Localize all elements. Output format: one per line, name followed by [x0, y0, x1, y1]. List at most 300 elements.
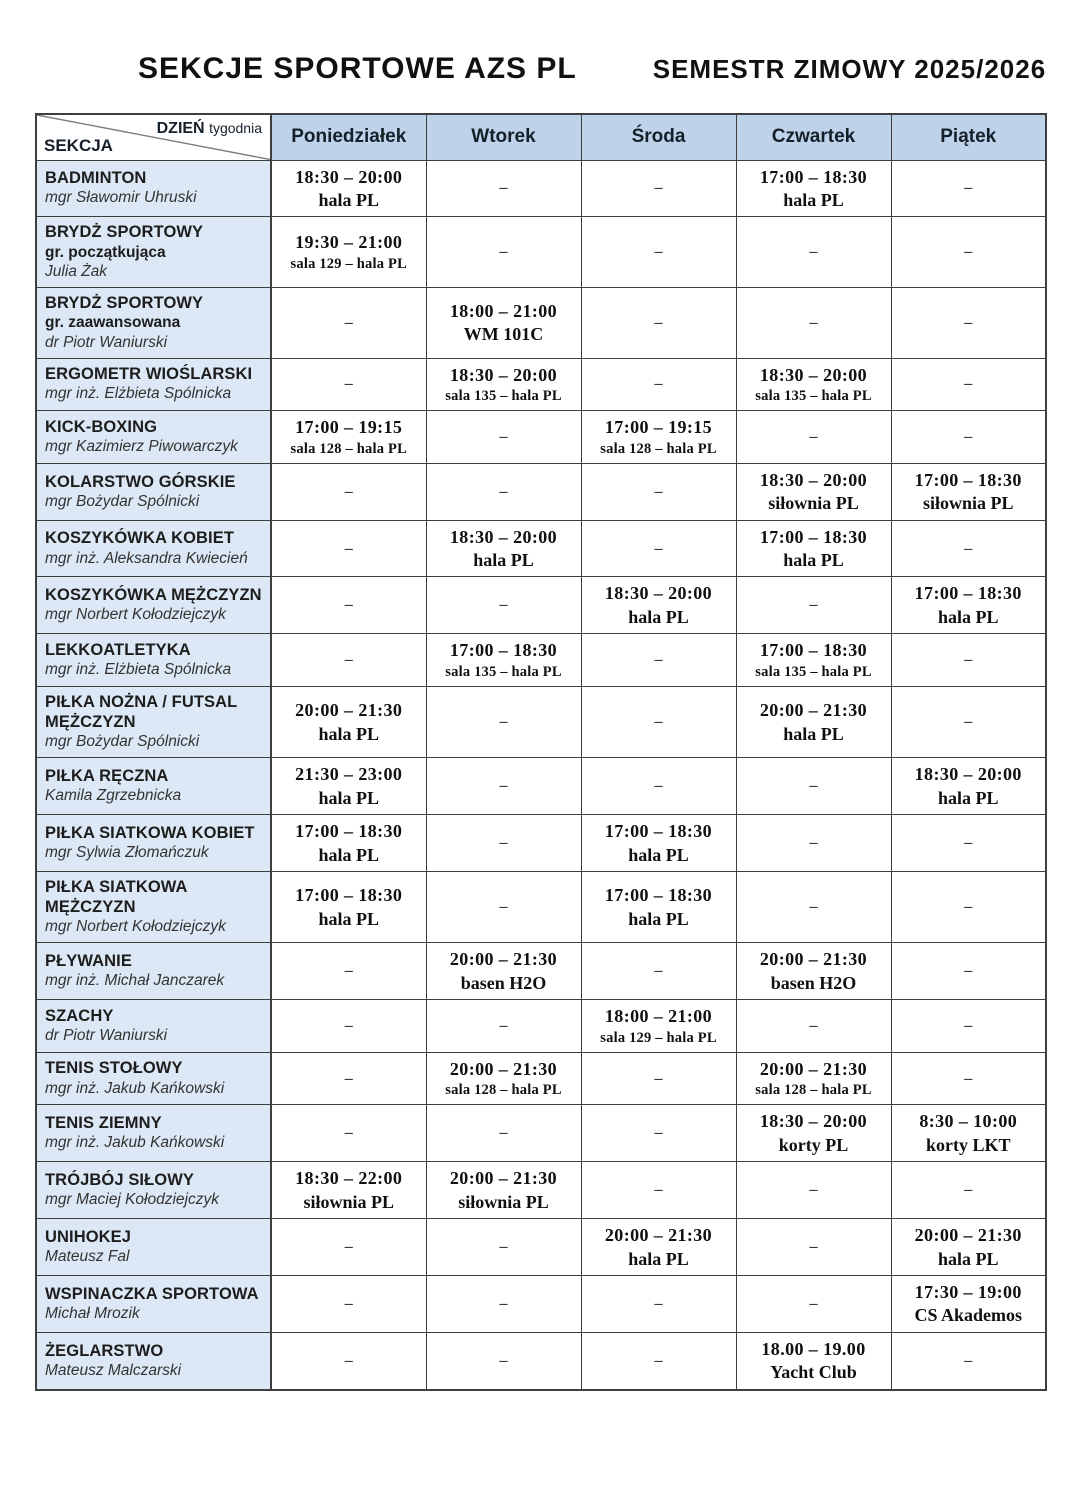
table-row [36, 758, 1046, 815]
table-row [36, 160, 1046, 217]
cell-time: 17:00 – 18:30 [914, 583, 1022, 604]
empty-cell [891, 358, 1046, 411]
table-row [36, 1332, 1046, 1389]
cell-place: hala PL [473, 549, 534, 570]
empty-cell [426, 1219, 581, 1276]
empty-cell [891, 1000, 1046, 1053]
section-cell-kolarstwo-gorskie [36, 463, 271, 520]
empty-marker: – [344, 375, 353, 393]
section-cell-ergometr-wioslarski [36, 358, 271, 411]
empty-marker: – [964, 834, 973, 852]
empty-marker: – [499, 834, 508, 852]
empty-marker: – [499, 1351, 508, 1369]
cell-time: 18:30 – 20:00 [914, 764, 1022, 785]
empty-cell [426, 686, 581, 757]
empty-marker: – [809, 427, 818, 445]
schedule-cell [736, 463, 891, 520]
page-title: SEKCJE SPORTOWE AZS PL [138, 52, 577, 85]
schedule-cell [426, 520, 581, 577]
empty-cell [581, 358, 736, 411]
section-cell-brydz-sportowy [36, 288, 271, 359]
day-header-poniedzialek: Poniedziałek [271, 114, 426, 160]
empty-marker: – [654, 1351, 663, 1369]
cell-time: 19:30 – 21:00 [295, 232, 403, 253]
cell-time: 18:30 – 20:00 [449, 526, 558, 547]
cell-place: hala PL [318, 189, 379, 210]
section-instructor: mgr inż. Michał Janczarek [45, 972, 225, 990]
empty-cell [426, 758, 581, 815]
empty-cell [426, 1000, 581, 1053]
section-instructor: mgr inż. Jakub Kańkowski [45, 1079, 225, 1097]
empty-cell [581, 1332, 736, 1389]
schedule-cell [271, 872, 426, 943]
table-row [36, 1000, 1046, 1053]
cell-time: 20:00 – 21:30 [449, 1058, 558, 1079]
empty-marker: – [964, 313, 973, 331]
empty-marker: – [499, 1238, 508, 1256]
cell-place: hala PL [318, 908, 379, 929]
section-instructor: mgr inż. Jakub Kańkowski [45, 1134, 225, 1152]
table-row [36, 288, 1046, 359]
section-name: KOSZYKÓWKA MĘŻCZYZN [45, 586, 262, 605]
section-instructor: Kamila Zgrzebnicka [45, 787, 182, 805]
section-name: PIŁKA SIATKOWA MĘŻCZYZN [45, 878, 187, 917]
empty-marker: – [344, 539, 353, 557]
cell-time: 18.00 – 19.00 [761, 1338, 866, 1359]
schedule-cell [426, 1162, 581, 1219]
schedule-cell [736, 634, 891, 687]
section-instructor: mgr Bożydar Spólnicki [45, 492, 200, 510]
cell-place: basen H2O [460, 972, 547, 993]
table-row [36, 943, 1046, 1000]
empty-marker: – [499, 179, 508, 197]
empty-marker: – [654, 539, 663, 557]
corner-cell [36, 114, 271, 160]
empty-marker: – [499, 898, 508, 916]
empty-cell [426, 872, 581, 943]
empty-cell [891, 217, 1046, 288]
cell-place: hala PL [318, 723, 379, 744]
cell-place: korty PL [778, 1134, 849, 1155]
empty-cell [891, 872, 1046, 943]
empty-cell [891, 160, 1046, 217]
cell-time: 17:00 – 18:30 [449, 640, 558, 661]
empty-marker: – [809, 898, 818, 916]
empty-marker: – [809, 313, 818, 331]
section-instructor: dr Piotr Waniurski [45, 1027, 168, 1045]
empty-marker: – [654, 179, 663, 197]
section-name: BRYDŻ SPORTOWY [45, 294, 204, 313]
empty-cell [581, 758, 736, 815]
cell-time: 18:00 – 21:00 [449, 300, 558, 321]
section-instructor: mgr inż. Aleksandra Kwiecień [45, 549, 248, 567]
empty-marker: – [344, 651, 353, 669]
day-header-wtorek: Wtorek [426, 114, 581, 160]
cell-place: sala 135 – hala PL [755, 388, 872, 405]
empty-marker: – [344, 596, 353, 614]
empty-cell [581, 520, 736, 577]
schedule-cell [581, 1000, 736, 1053]
empty-marker: – [964, 651, 973, 669]
cell-place: hala PL [628, 606, 689, 627]
schedule-cell [271, 160, 426, 217]
empty-cell [891, 411, 1046, 464]
empty-marker: – [809, 1017, 818, 1035]
schedule-cell [426, 1052, 581, 1105]
section-cell-trojboj-si-owy [36, 1162, 271, 1219]
cell-time: 18:30 – 20:00 [449, 364, 558, 385]
schedule-cell [736, 686, 891, 757]
section-name: TRÓJBÓJ SIŁOWY [45, 1171, 194, 1190]
cell-place: siłownia PL [922, 493, 1014, 514]
section-name: PIŁKA RĘCZNA [45, 767, 169, 786]
cell-place: hala PL [783, 723, 844, 744]
empty-marker: – [809, 596, 818, 614]
table-row [36, 463, 1046, 520]
empty-cell [581, 288, 736, 359]
cell-time: 8:30 – 10:00 [919, 1111, 1018, 1132]
empty-cell [271, 1105, 426, 1162]
empty-marker: – [344, 1294, 353, 1312]
table-row [36, 358, 1046, 411]
section-instructor: mgr Kazimierz Piwowarczyk [45, 437, 238, 455]
cell-place: hala PL [783, 189, 844, 210]
cell-time: 20:00 – 21:30 [914, 1225, 1022, 1246]
section-cell-p-ywanie [36, 943, 271, 1000]
day-header-czwartek: Czwartek [736, 114, 891, 160]
empty-cell [271, 520, 426, 577]
empty-cell [271, 288, 426, 359]
empty-marker: – [964, 1351, 973, 1369]
cell-time: 20:00 – 21:30 [759, 700, 868, 721]
empty-cell [426, 463, 581, 520]
empty-cell [426, 1276, 581, 1333]
schedule-table [35, 113, 1047, 1391]
section-name: LEKKOATLETYKA [45, 641, 191, 659]
section-instructor: mgr Norbert Kołodziejczyk [45, 918, 226, 936]
cell-place: CS Akademos [914, 1305, 1023, 1326]
cell-time: 17:30 – 19:00 [914, 1282, 1022, 1303]
section-name: BRYDŻ SPORTOWY [45, 223, 204, 242]
table-row [36, 520, 1046, 577]
table-row [36, 1105, 1046, 1162]
section-instructor: mgr Norbert Kołodziejczyk [45, 606, 226, 624]
empty-cell [581, 160, 736, 217]
section-instructor: mgr Sławomir Uhruski [45, 189, 197, 207]
cell-place: hala PL [628, 908, 689, 929]
schedule-cell [271, 686, 426, 757]
empty-cell [271, 943, 426, 1000]
empty-cell [271, 1000, 426, 1053]
section-group: gr. początkująca [45, 243, 166, 261]
empty-cell [736, 577, 891, 634]
section-name: TENIS ZIEMNY [45, 1114, 162, 1133]
schedule-cell [736, 1332, 891, 1389]
empty-cell [271, 1052, 426, 1105]
cell-time: 17:00 – 18:30 [604, 821, 713, 842]
empty-cell [271, 634, 426, 687]
empty-marker: – [964, 243, 973, 261]
schedule-cell [271, 815, 426, 872]
cell-place: sala 129 – hala PL [600, 1029, 717, 1046]
empty-marker: – [964, 179, 973, 197]
empty-cell [581, 217, 736, 288]
cell-time: 18:30 – 20:00 [604, 583, 713, 604]
empty-marker: – [809, 1294, 818, 1312]
empty-marker: – [654, 1181, 663, 1199]
header-row [36, 114, 1046, 160]
cell-place: sala 135 – hala PL [755, 663, 872, 680]
section-name: KICK-BOXING [45, 417, 158, 436]
empty-cell [426, 577, 581, 634]
cell-time: 20:00 – 21:30 [449, 949, 558, 970]
cell-place: sala 135 – hala PL [445, 663, 562, 680]
empty-cell [581, 1105, 736, 1162]
section-cell-zeglarstwo [36, 1332, 271, 1389]
cell-time: 17:00 – 18:30 [604, 885, 713, 906]
empty-marker: – [964, 375, 973, 393]
section-cell-pi-ka-reczna [36, 758, 271, 815]
empty-marker: – [499, 1294, 508, 1312]
schedule-cell [736, 1105, 891, 1162]
empty-cell [891, 520, 1046, 577]
section-instructor: mgr Maciej Kołodziejczyk [45, 1191, 219, 1209]
empty-cell [891, 1332, 1046, 1389]
empty-marker: – [964, 713, 973, 731]
cell-place: sala 135 – hala PL [445, 388, 562, 405]
cell-place: Yacht Club [770, 1362, 857, 1383]
corner-section-label: SEKCJA [44, 135, 113, 155]
empty-cell [271, 358, 426, 411]
section-name: PŁYWANIE [45, 952, 132, 971]
empty-marker: – [964, 427, 973, 445]
schedule-cell [891, 1276, 1046, 1333]
cell-time: 20:00 – 21:30 [295, 700, 403, 721]
schedule-cell [271, 217, 426, 288]
cell-time: 17:00 – 18:30 [914, 469, 1022, 490]
empty-cell [736, 1000, 891, 1053]
cell-time: 18:00 – 21:00 [604, 1006, 713, 1027]
cell-place: sala 128 – hala PL [290, 440, 407, 457]
empty-cell [891, 943, 1046, 1000]
cell-place: sala 128 – hala PL [600, 440, 717, 457]
empty-cell [891, 288, 1046, 359]
empty-cell [581, 463, 736, 520]
table-row [36, 815, 1046, 872]
section-instructor: Mateusz Fal [45, 1248, 130, 1266]
empty-cell [581, 1052, 736, 1105]
empty-marker: – [499, 1124, 508, 1142]
empty-marker: – [344, 1238, 353, 1256]
section-cell-koszykowka-kobiet [36, 520, 271, 577]
semester-title: SEMESTR ZIMOWY 2025/2026 [652, 54, 1047, 84]
empty-marker: – [809, 834, 818, 852]
schedule-cell [736, 520, 891, 577]
cell-time: 17:00 – 18:30 [295, 821, 403, 842]
cell-time: 18:30 – 20:00 [759, 469, 868, 490]
section-name: PIŁKA SIATKOWA KOBIET [45, 823, 255, 842]
schedule-cell [736, 358, 891, 411]
empty-cell [736, 758, 891, 815]
cell-place: sala 128 – hala PL [445, 1082, 562, 1099]
empty-cell [271, 463, 426, 520]
empty-marker: – [344, 1069, 353, 1087]
empty-cell [581, 1276, 736, 1333]
empty-marker: – [964, 898, 973, 916]
table-row [36, 872, 1046, 943]
schedule-cell [426, 634, 581, 687]
cell-time: 20:00 – 21:30 [759, 1058, 868, 1079]
empty-marker: – [964, 962, 973, 980]
cell-time: 21:30 – 23:00 [295, 764, 403, 785]
schedule-cell [581, 815, 736, 872]
empty-marker: – [964, 539, 973, 557]
section-name: WSPINACZKA SPORTOWA [45, 1284, 259, 1303]
empty-marker: – [499, 596, 508, 614]
section-instructor: mgr inż. Elżbieta Spólnicka [45, 385, 232, 403]
schedule-cell [891, 577, 1046, 634]
section-instructor: Julia Żak [45, 262, 108, 280]
empty-marker: – [499, 1017, 508, 1035]
cell-place: hala PL [937, 787, 999, 808]
cell-time: 18:30 – 22:00 [295, 1168, 403, 1189]
empty-cell [581, 943, 736, 1000]
section-name: SZACHY [45, 1006, 114, 1025]
schedule-cell [891, 463, 1046, 520]
section-cell-wspinaczka-sportowa [36, 1276, 271, 1333]
cell-place: siłownia PL [458, 1191, 549, 1212]
cell-time: 17:00 – 18:30 [759, 166, 868, 187]
cell-place: hala PL [318, 787, 379, 808]
empty-marker: – [499, 713, 508, 731]
section-name: TENIS STOŁOWY [45, 1059, 183, 1078]
cell-time: 17:00 – 18:30 [759, 526, 868, 547]
empty-marker: – [344, 1351, 353, 1369]
section-name: KOSZYKÓWKA KOBIET [45, 529, 235, 548]
empty-marker: – [654, 777, 663, 795]
empty-cell [891, 634, 1046, 687]
empty-marker: – [809, 1181, 818, 1199]
empty-marker: – [654, 713, 663, 731]
empty-marker: – [344, 1124, 353, 1142]
empty-cell [581, 1162, 736, 1219]
table-row [36, 634, 1046, 687]
empty-marker: – [499, 482, 508, 500]
cell-time: 20:00 – 21:30 [604, 1225, 713, 1246]
cell-time: 17:00 – 19:15 [604, 417, 713, 438]
section-instructor: Michał Mrozik [45, 1304, 140, 1322]
empty-cell [736, 288, 891, 359]
section-cell-unihokej [36, 1219, 271, 1276]
cell-time: 20:00 – 21:30 [449, 1168, 558, 1189]
cell-place: WM 101C [463, 324, 544, 345]
schedule-cell [271, 1162, 426, 1219]
empty-cell [891, 1162, 1046, 1219]
cell-place: sala 128 – hala PL [755, 1082, 872, 1099]
section-name: PIŁKA NOŻNA / FUTSAL MĘŻCZYZN [45, 692, 238, 732]
section-cell-pi-ka-siatkowa-mezczyzn [36, 872, 271, 943]
cell-place: siłownia PL [303, 1191, 395, 1212]
empty-cell [581, 634, 736, 687]
empty-cell [271, 1332, 426, 1389]
empty-marker: – [654, 243, 663, 261]
empty-cell [271, 577, 426, 634]
empty-marker: – [654, 651, 663, 669]
table-row [36, 217, 1046, 288]
cell-place: hala PL [783, 549, 844, 570]
schedule-cell [271, 758, 426, 815]
cell-place: siłownia PL [768, 493, 859, 514]
section-cell-tenis-sto-owy [36, 1052, 271, 1105]
empty-cell [736, 815, 891, 872]
section-instructor: mgr Sylwia Złomańczuk [45, 844, 209, 862]
table-row [36, 1052, 1046, 1105]
cell-time: 17:00 – 19:15 [295, 417, 403, 438]
section-cell-kick-boxing [36, 411, 271, 464]
schedule-cell [736, 160, 891, 217]
empty-marker: – [809, 243, 818, 261]
cell-time: 17:00 – 18:30 [759, 640, 868, 661]
schedule-cell [736, 1052, 891, 1105]
cell-place: hala PL [628, 844, 689, 865]
schedule-cell [891, 758, 1046, 815]
schedule-cell [581, 577, 736, 634]
empty-marker: – [344, 1017, 353, 1035]
empty-cell [736, 1276, 891, 1333]
schedule-cell [426, 358, 581, 411]
cell-time: 17:00 – 18:30 [295, 885, 403, 906]
empty-marker: – [654, 1069, 663, 1087]
section-cell-koszykowka-mezczyzn [36, 577, 271, 634]
table-row [36, 1219, 1046, 1276]
cell-place: hala PL [937, 1248, 999, 1269]
empty-cell [426, 411, 581, 464]
table-row [36, 411, 1046, 464]
schedule-cell [581, 872, 736, 943]
empty-cell [581, 686, 736, 757]
section-instructor: dr Piotr Waniurski [45, 333, 168, 351]
table-row [36, 686, 1046, 757]
cell-place: korty LKT [925, 1134, 1011, 1155]
empty-marker: – [654, 962, 663, 980]
empty-cell [736, 411, 891, 464]
empty-cell [426, 160, 581, 217]
cell-place: basen H2O [770, 972, 857, 993]
cell-time: 18:30 – 20:00 [759, 364, 868, 385]
schedule-cell [426, 943, 581, 1000]
day-header-piatek: Piątek [891, 114, 1046, 160]
empty-marker: – [499, 427, 508, 445]
section-name: KOLARSTWO GÓRSKIE [45, 472, 236, 491]
section-cell-pi-ka-siatkowa-kobiet [36, 815, 271, 872]
schedule-cell [891, 1105, 1046, 1162]
section-instructor: mgr Bożydar Spólnicki [45, 733, 200, 751]
empty-cell [736, 1219, 891, 1276]
empty-cell [271, 1276, 426, 1333]
cell-place: hala PL [937, 606, 999, 627]
page-header [0, 0, 1080, 86]
cell-time: 18:30 – 20:00 [759, 1111, 868, 1132]
section-group: gr. zaawansowana [45, 314, 181, 332]
empty-cell [426, 217, 581, 288]
empty-marker: – [344, 313, 353, 331]
empty-marker: – [809, 1238, 818, 1256]
empty-cell [426, 1105, 581, 1162]
cell-time: 18:30 – 20:00 [295, 166, 403, 187]
empty-marker: – [964, 1069, 973, 1087]
empty-cell [891, 1052, 1046, 1105]
cell-place: hala PL [628, 1248, 689, 1269]
